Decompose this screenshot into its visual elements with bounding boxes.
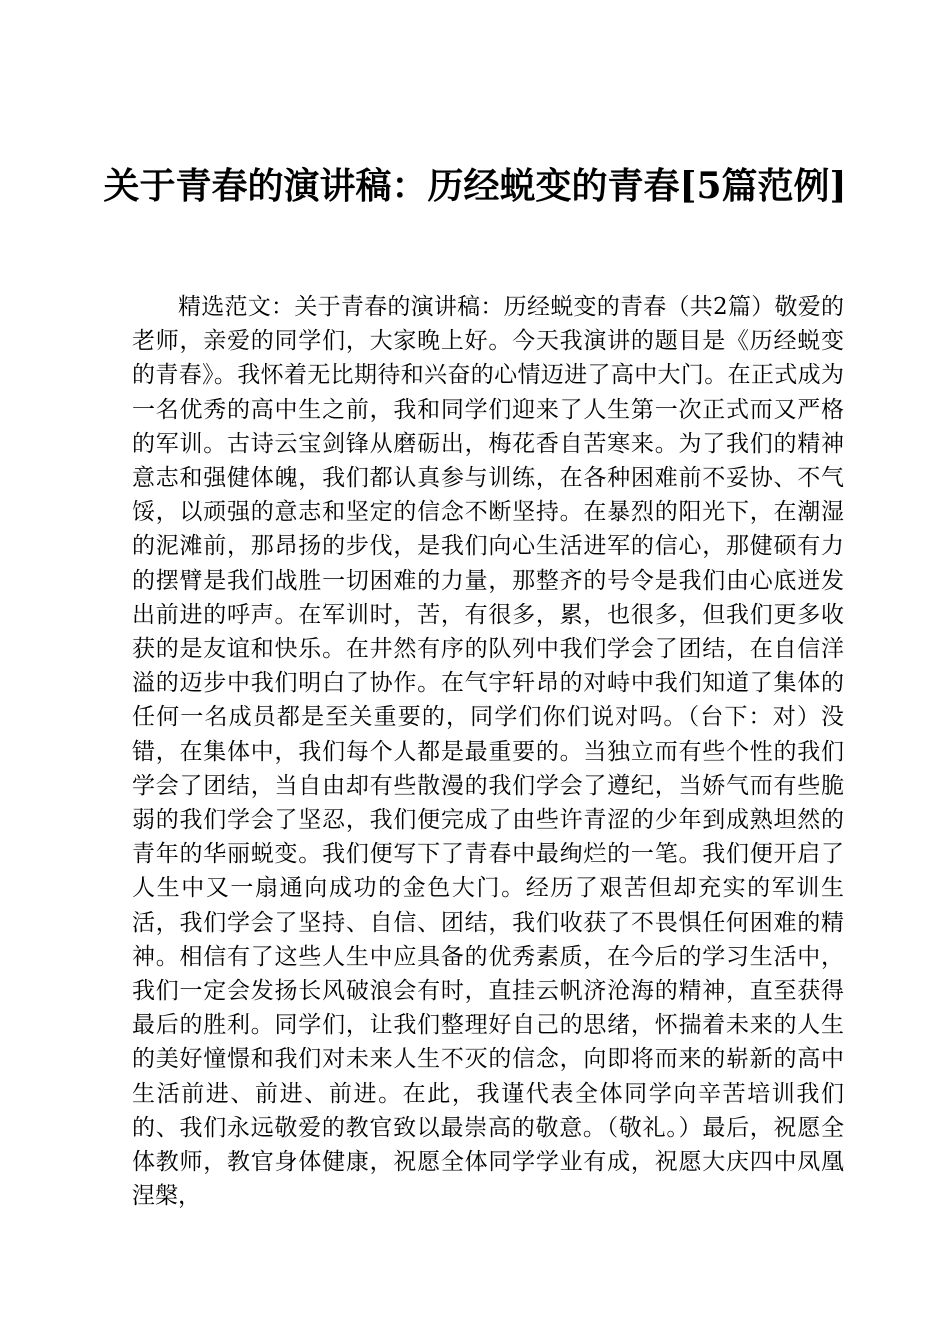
document-title: 关于青春的演讲稿：历经蜕变的青春[5篇范例] — [103, 165, 847, 207]
document-body: 精选范文：关于青春的演讲稿：历经蜕变的青春（共2篇）敬爱的老师，亲爱的同学们，大家晚上好。今天我演讲的题目是《历经蜕变的青春》。我怀着无比期待和兴奋的心情迈进了高中大门。在正式成为一名优秀的高中生之前，我和同学们迎来了人生第一次正式而又严格的军训。古诗云宝剑锋从磨砺出，梅花香自苦寒来。为了我们的精神意志和强健体魄，我们都认真参与训练，在各种困难前不妥协、不气馁，以顽强的意志和坚定的信念不断坚持。在暴烈的阳光下，在潮湿的泥滩前，那昂扬的步伐，是我们向心生活进军的信心，那健硕有力的摆臂是我们战胜一切困难的力量，那整齐的号令是我们由心底迸发出前进的呼声。在军训时，苦，有很多，累，也很多，但我们更多收获的是友谊和快乐。在井然有序的队列中我们学会了团结，在自信洋溢的迈步中我们明白了协作。在气宇轩昂的对峙中我们知道了集体的任何一名成员都是至关重要的，同学们你们说对吗。（台下：对）没错，在集体中，我们每个人都是最重要的。当独立而有些个性的我们学会了团结，当自由却有些散漫的我们学会了遵纪，当娇气而有些脆弱的我们学会了坚忍，我们便完成了由些许青涩的少年到成熟坦然的青年的华丽蜕变。我们便写下了青春中最绚烂的一笔。我们便开启了人生中又一扇通向成功的金色大门。经历了艰苦但却充实的军训生活，我们学会了坚持、自信、团结，我们收获了不畏惧任何困难的精神。相信有了这些人生中应具备的优秀素质，在今后的学习生活中，我们一定会发扬长风破浪会有时，直挂云帆济沧海的精神，直至获得最后的胜利。同学们，让我们整理好自己的思绪，怀揣着未来的人生的美好憧憬和我们对未来人生不灭的信念，向即将而来的崭新的高中生活前进、前进、前进。在此，我谨代表全体同学向辛苦培训我们的、我们永远敬爱的教官致以最崇高的敬意。（敬礼。）最后，祝愿全体教师，教官身体健康，祝愿全体同学学业有成，祝愿大庆四中凤凰涅槃， — [132, 294, 844, 1210]
